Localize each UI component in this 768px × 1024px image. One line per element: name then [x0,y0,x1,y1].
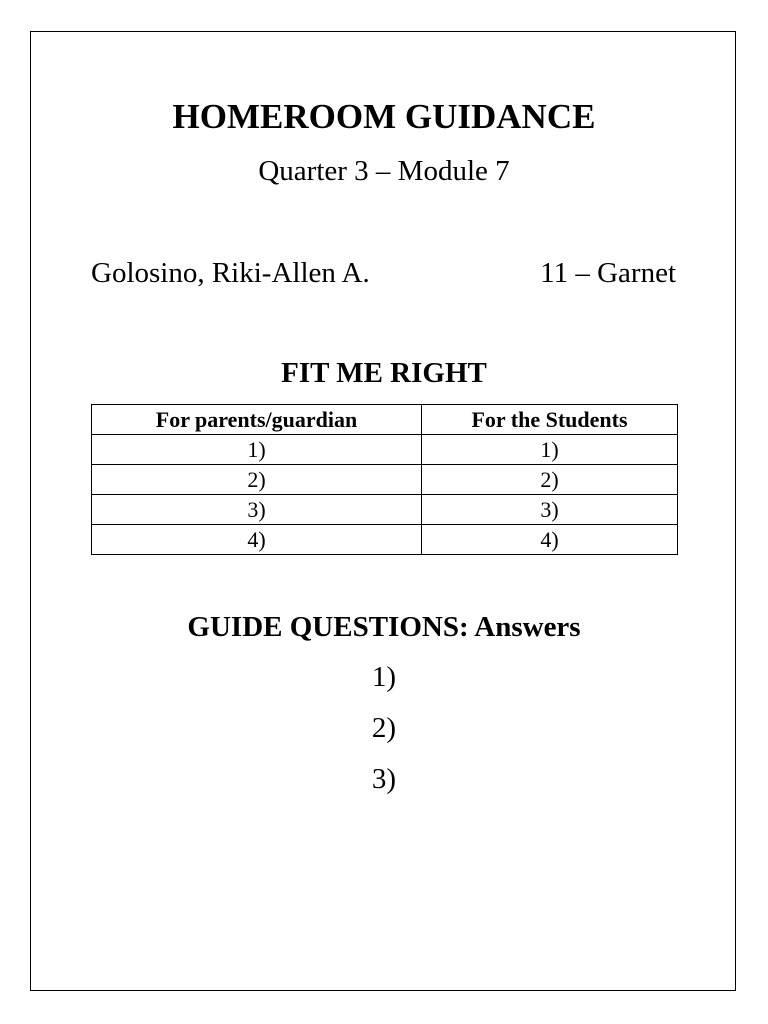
list-item: 3) [371,763,397,795]
student-name: Golosino, Riki-Allen A. [91,257,370,289]
table-row [92,465,678,495]
answers-list [0,658,768,811]
list-item: 1) [371,661,397,693]
activity-heading: FIT ME RIGHT [281,357,487,389]
guide-questions-heading: GUIDE QUESTIONS: Answers [187,611,581,643]
table-cell: 3) [422,495,678,525]
table-cell: 2) [92,465,422,495]
fit-me-right-table [91,404,678,555]
table-row [92,435,678,465]
column-header-students: For the Students [422,405,678,435]
table-cell: 2) [422,465,678,495]
table-header-row [92,405,678,435]
table-cell: 1) [422,435,678,465]
column-header-parents: For parents/guardian [92,405,422,435]
document-title: HOMEROOM GUIDANCE [172,97,596,136]
table-cell: 1) [92,435,422,465]
table-row [92,495,678,525]
module-subtitle: Quarter 3 – Module 7 [258,155,510,187]
table-row [92,525,678,555]
table-cell: 3) [92,495,422,525]
table-cell: 4) [422,525,678,555]
list-item: 2) [371,712,397,744]
table-cell: 4) [92,525,422,555]
student-section: 11 – Garnet [540,257,676,289]
